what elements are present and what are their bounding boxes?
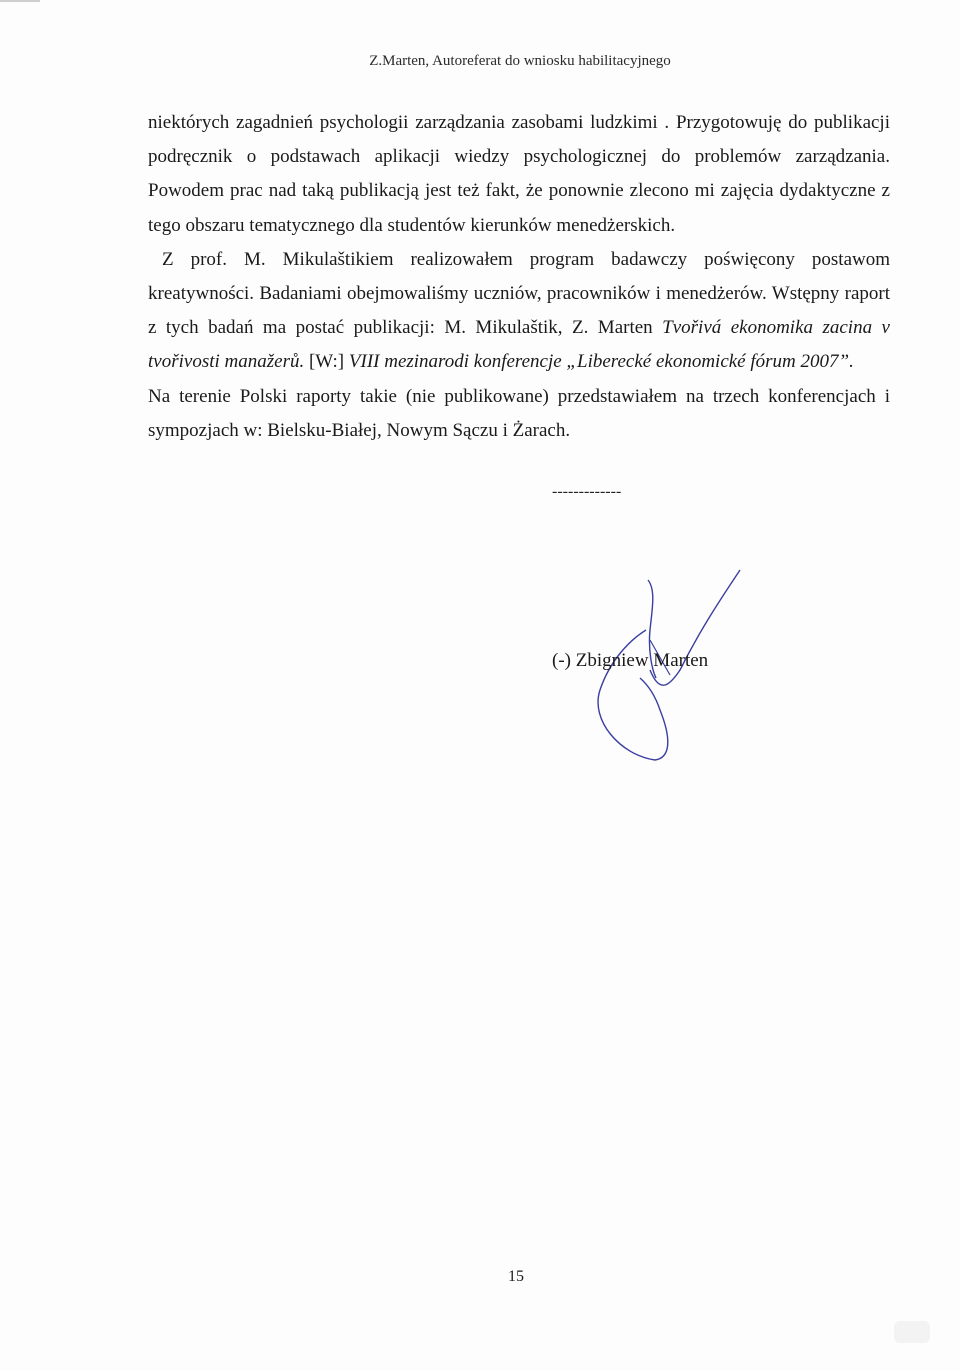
in-marker: [W:]: [304, 351, 349, 373]
signature-text: (-) Zbigniew Marten: [552, 650, 709, 671]
scan-corner-artifact: [894, 1321, 930, 1343]
page-number: 15: [508, 1268, 524, 1285]
conference-title: VIII mezinarodi konferencje „Liberecké ekonomické fórum 2007”.: [348, 351, 854, 373]
paragraph-2: [148, 243, 890, 380]
publication-title: Tvořivá ekonomika zacina v tvořivosti manažerů.: [148, 317, 890, 373]
paragraph-3: Na terenie Polski raporty takie (nie publikowane) przedstawiałem na trzech konferencjach i sympozjach w: Bielsku-Białej, Nowym Sączu i Żarach.: [148, 385, 890, 441]
section-separator: -------------: [552, 483, 622, 500]
body-text: [148, 106, 890, 448]
paragraph-2-text: Z prof. M. Mikulaštikiem realizowałem program badawczy poświęcony postawom kreatywności. Badaniami obejmowaliśmy uczniów, pracowników i menedżerów. Wstępny raport z tych badań ma postać publikacji: M. Mikulaštik, Z. Marten: [148, 248, 890, 339]
scan-edge-artifact: [0, 0, 40, 2]
running-header: Z.Marten, Autoreferat do wniosku habilitacyjnego: [369, 53, 671, 69]
paragraph-1: niektórych zagadnień psychologii zarządzania zasobami ludzkimi . Przygotowuję do publikacji podręcznik o podstawach aplikacji wiedzy psychologicznej do problemów zarządzania. Powodem prac nad taką publikacją jest też fakt, że ponownie zlecono mi zajęcia dydaktyczne z tego obszaru tematycznego dla studentów kierunków menedżerskich.: [148, 112, 890, 236]
